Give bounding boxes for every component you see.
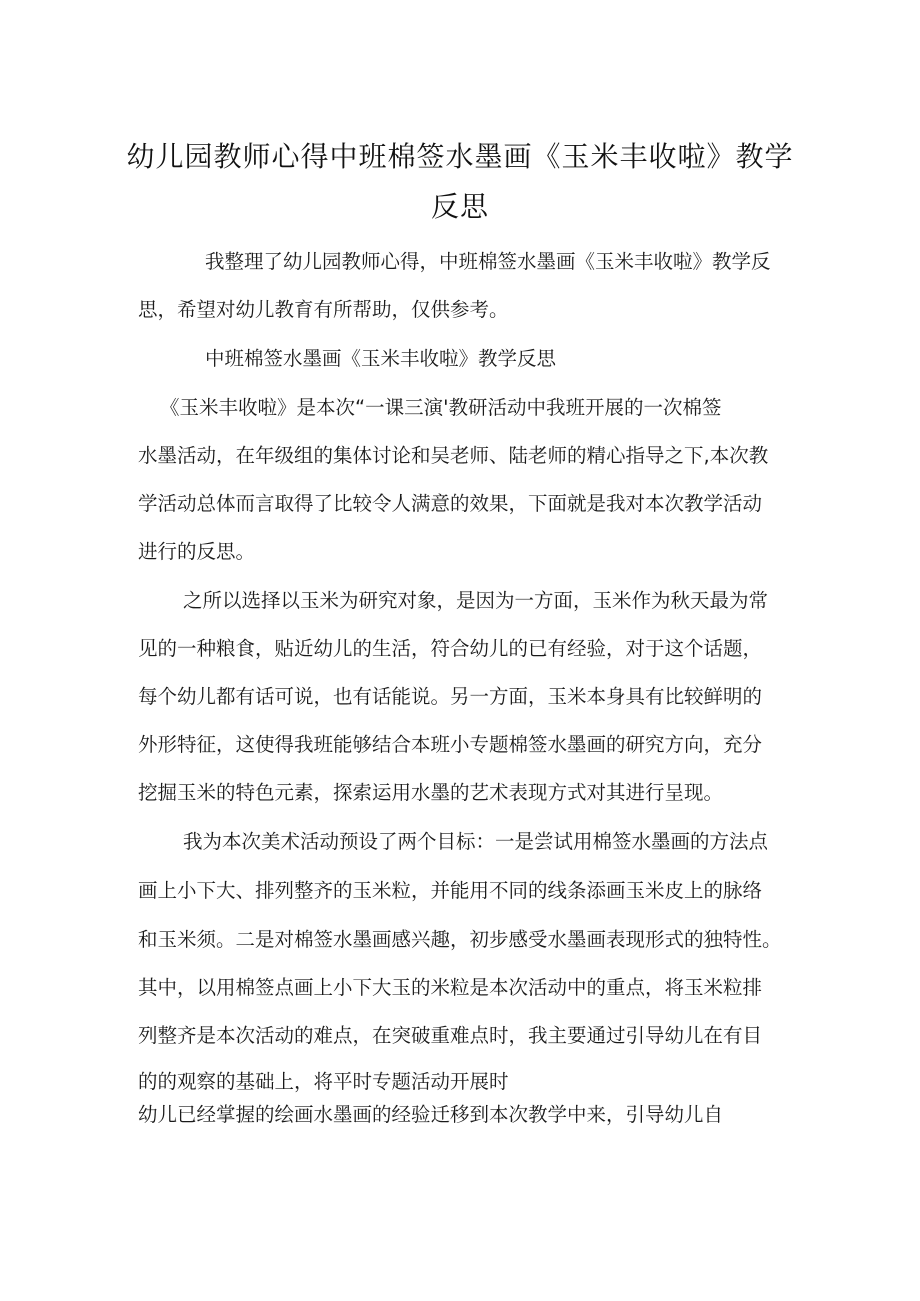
paragraph-1-line-2: 水墨活动，在年级组的集体讨论和吴老师、陆老师的精心指导之下,本次教 [138, 444, 769, 467]
document-title-line-2: 反思 [430, 190, 489, 223]
document-title-line-1: 幼儿园教师心得中班棉签水墨画《玉米丰收啦》教学 [126, 140, 794, 173]
paragraph-3-line-5: 列整齐是本次活动的难点，在突破重难点时，我主要通过引导幼儿在有目 [138, 1024, 763, 1047]
paragraph-3-line-4: 其中，以用棉签点画上小下大玉的米粒是本次活动中的重点，将玉米粒排 [138, 976, 763, 999]
paragraph-3-line-1: 我为本次美术活动预设了两个目标：一是尝试用棉签水墨画的方法点 [183, 830, 769, 853]
paragraph-2-line-3: 每个幼儿都有话可说，也有话能说。另一方面，玉米本身具有比较鲜明的 [138, 685, 763, 708]
paragraph-3-line-6: 的的观察的基础上，将平时专题活动开展时 [138, 1070, 509, 1093]
paragraph-2-line-1: 之所以选择以玉米为研究对象，是因为一方面，玉米作为秋天最为常 [183, 589, 769, 612]
paragraph-1-line-1: 《玉米丰收啦》是本次“一课三演'教研活动中我班开展的一次棉签 [160, 396, 722, 419]
paragraph-2-line-2: 见的一种粮食，贴近幼儿的生活，符合幼儿的已有经验，对于这个话题， [138, 637, 763, 660]
intro-line-1: 我整理了幼儿园教师心得，中班棉签水墨画《玉米丰收啦》教学反 [205, 250, 771, 273]
paragraph-1-line-3: 学活动总体而言取得了比较令人满意的效果，下面就是我对本次教学活动 [138, 492, 763, 515]
intro-line-2: 思，希望对幼儿教育有所帮助，仅供参考。 [138, 298, 509, 321]
paragraph-3-line-2: 画上小下大、排列整齐的玉米粒，并能用不同的线条添画玉米皮上的脉络 [138, 879, 763, 902]
section-subtitle: 中班棉签水墨画《玉米丰收啦》教学反思 [205, 347, 557, 370]
paragraph-1-line-4: 进行的反思。 [138, 540, 256, 563]
paragraph-3-line-7: 幼儿已经掌握的绘画水墨画的经验迁移到本次教学中来，引导幼儿自 [138, 1103, 724, 1126]
document-title [120, 132, 800, 232]
paragraph-2-line-4: 外形特征，这使得我班能够结合本班小专题棉签水墨画的研究方向，充分 [138, 733, 763, 756]
paragraph-2-line-5: 挖掘玉米的特色元素，探索运用水墨的艺术表现方式对其进行呈现。 [138, 781, 724, 804]
paragraph-3-line-3: 和玉米须。二是对棉签水墨画感兴趣，初步感受水墨画表现形式的独特性。 [138, 928, 782, 951]
